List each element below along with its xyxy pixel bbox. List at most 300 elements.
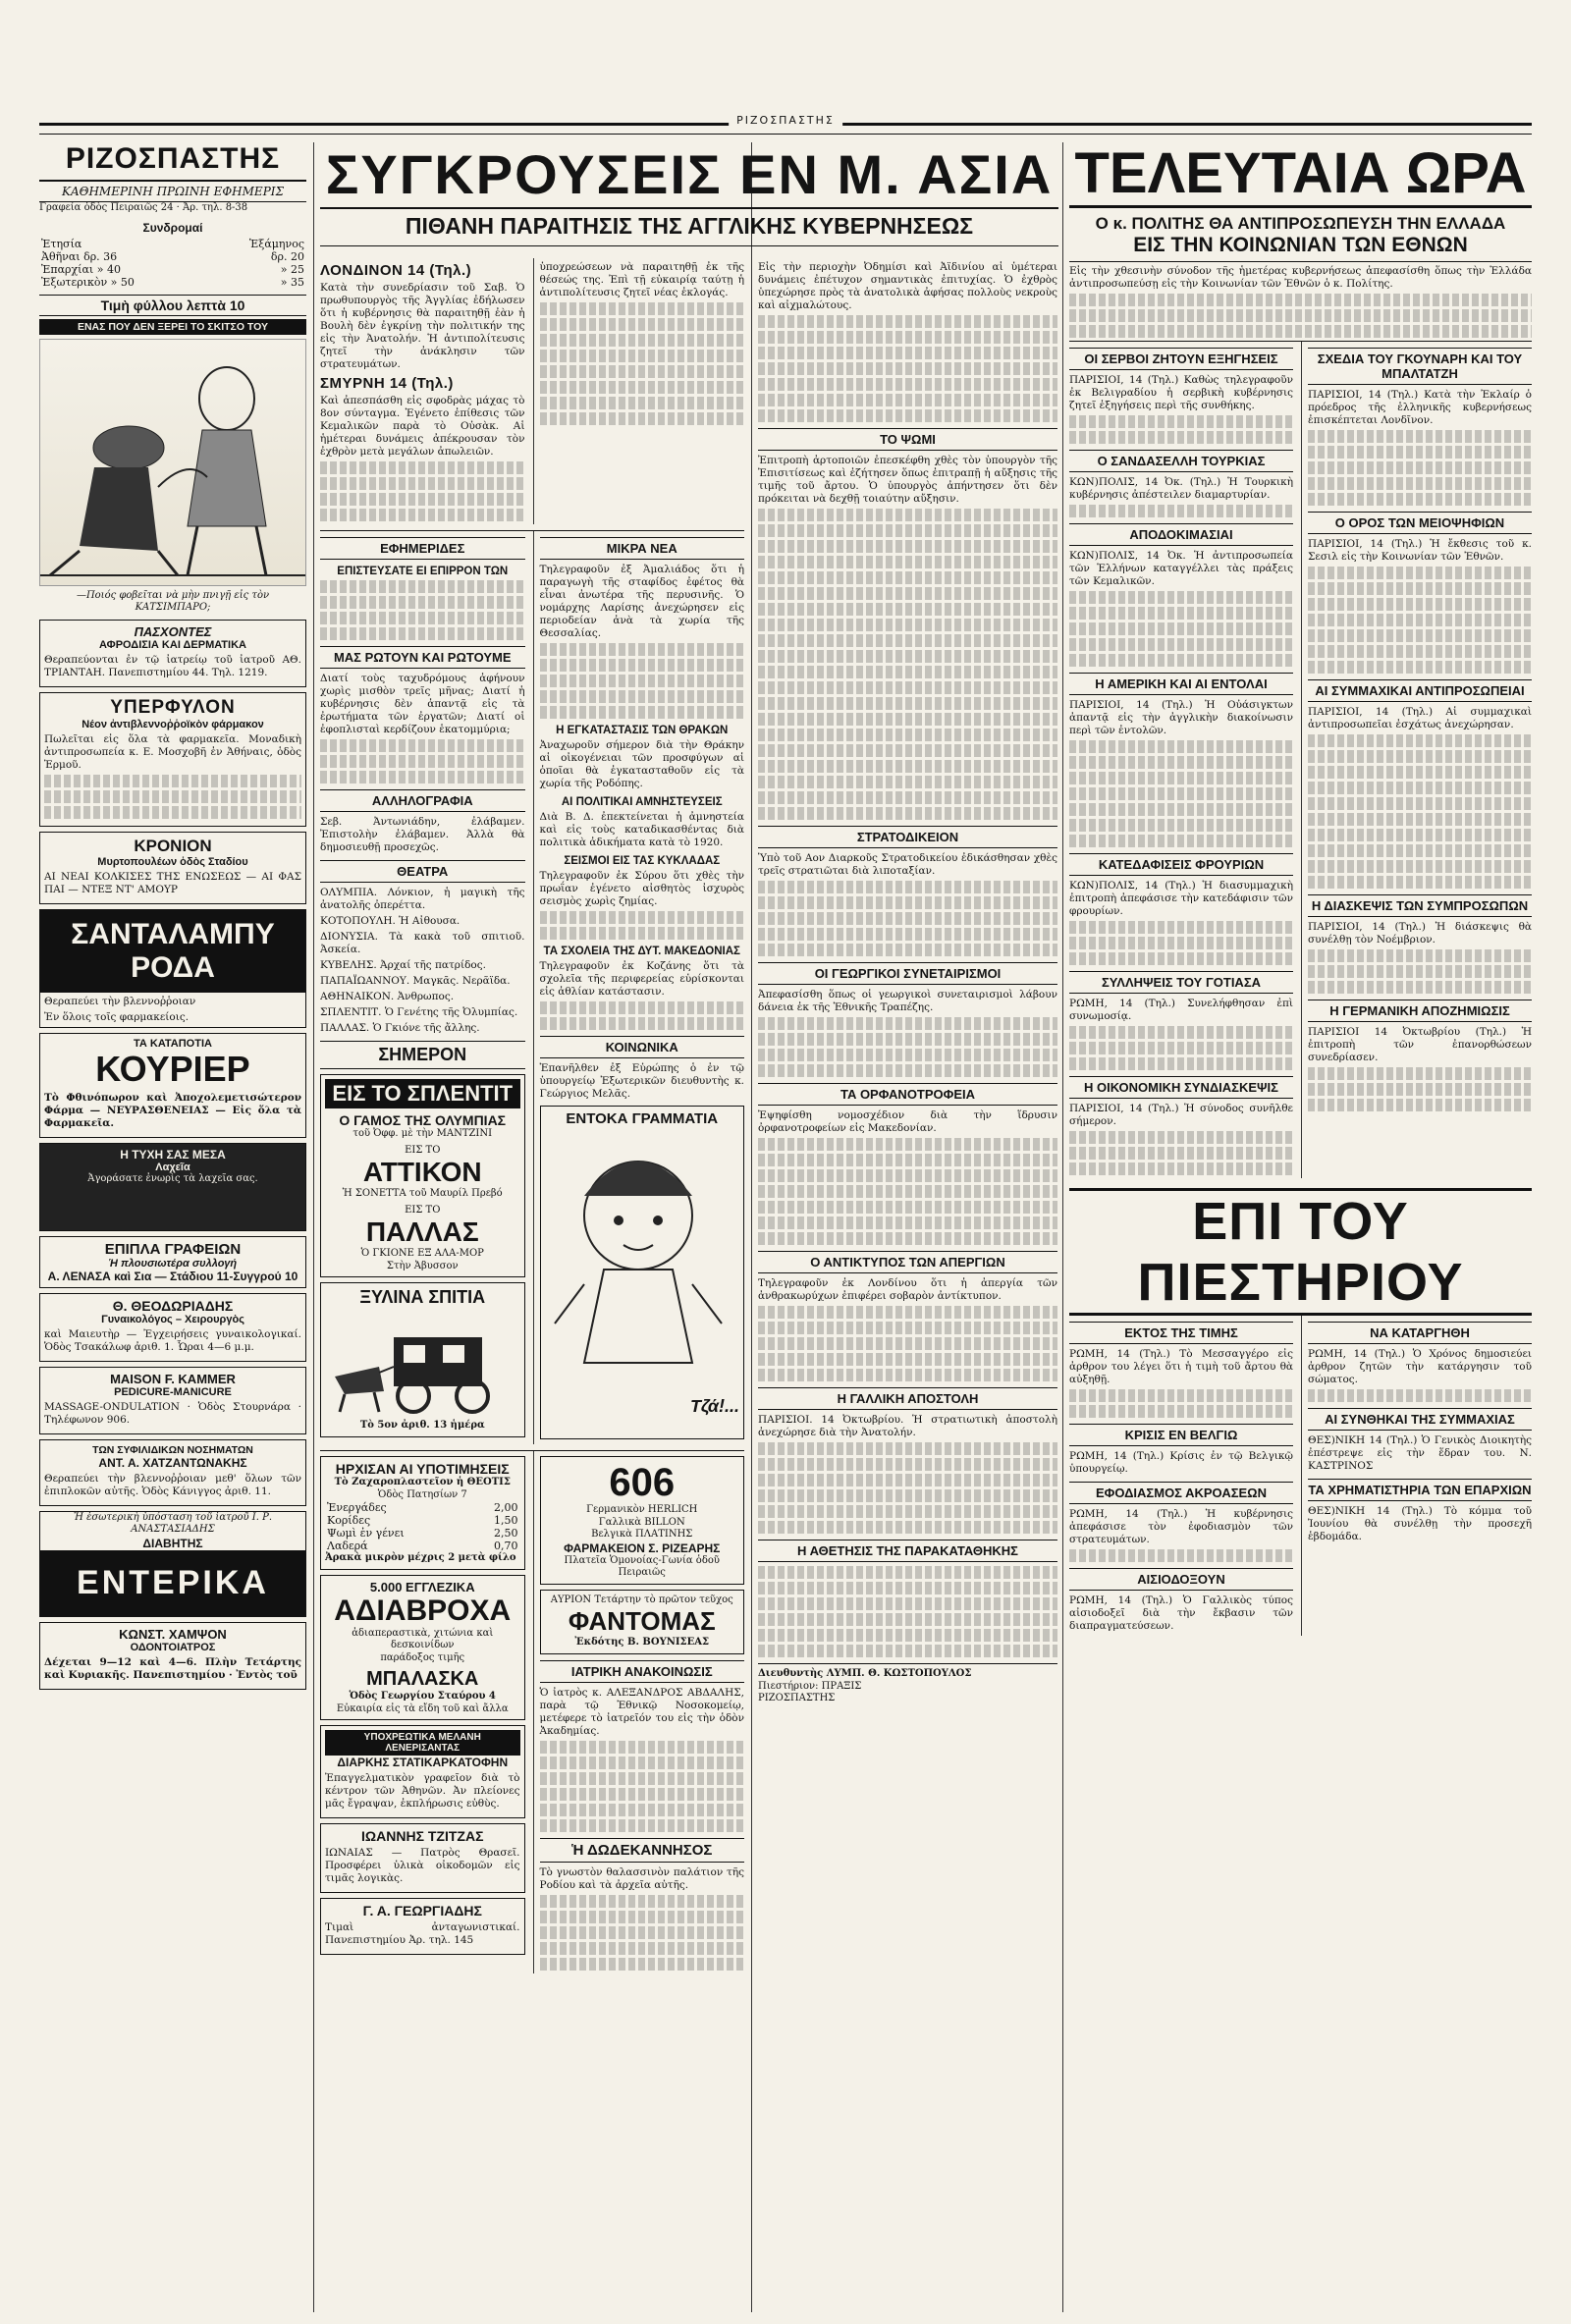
ad-office-furniture <box>39 1236 306 1288</box>
text-filler <box>1069 1389 1293 1402</box>
text-filler <box>1069 1131 1293 1144</box>
ad-title: Η ΤΥΧΗ ΣΑΣ ΜΕΣΑ <box>120 1147 226 1162</box>
ad-body: Ἐπαγγελματικὸν γραφεῖον διὰ τὸ κέντρον τῶν Ἀθηνῶν. Ἀν πλείονες μᾶς ἔγραψαν, ἐκπλήρωσις εὐθὺς. <box>325 1772 520 1810</box>
text-filler <box>758 1458 1057 1471</box>
text-filler <box>758 1169 1057 1182</box>
text-filler <box>1069 638 1293 651</box>
text-filler <box>758 1353 1057 1366</box>
ad-note: Ἀρακὰ μικρὸν μέχρις 2 μετὰ φίλο <box>325 1552 516 1563</box>
ad-title: Θ. ΘΕΟΔΩΡΙΑΔΗΣ <box>112 1297 234 1314</box>
text-filler <box>758 1369 1057 1381</box>
ad-subtitle: Τὸ Ζαχαροπλαστεῖον ἡ ΘΕΟΤΙΣ <box>334 1477 511 1487</box>
text-filler <box>758 650 1057 663</box>
ad-title: ΣΑΝΤΑΛΑΜΠΥ ΡΟΔΑ <box>40 910 305 993</box>
ad-title: ΕΝΤΟΚΑ ΓΡΑΜΜΑΤΙΑ <box>566 1110 719 1127</box>
ad-wood-houses <box>320 1282 525 1437</box>
ad-body: Α. ΛΕΝΑΣΑ καὶ Σια — Στάδιου 11-Συγγρού 10 <box>47 1269 298 1283</box>
text-filler <box>1308 1083 1532 1096</box>
ad-caption: Τζά!... <box>689 1396 739 1416</box>
text-filler <box>540 1958 745 1971</box>
text-filler <box>320 493 525 506</box>
text-filler <box>758 540 1057 553</box>
ad-606 <box>540 1456 745 1585</box>
section-text: ΠΑΡΙΣΙΟΙ, 14 (Τηλ.) Αἱ συμμαχικαὶ ἀντιπροσωπεῖαι ἐσχάτως ἀνεχώρησαν. <box>1308 706 1532 730</box>
text-filler <box>540 911 745 924</box>
section-heading: ΟΙ ΓΕΩΡΓΙΚΟΙ ΣΥΝΕΤΑΙΡΙΣΜΟΙ <box>758 962 1057 985</box>
ad-subtitle: PEDICURE-MANICURE <box>114 1385 232 1398</box>
subscriptions-table <box>39 238 306 289</box>
ad-title: ΥΠΕΡΦΥΛΟΝ <box>110 696 236 718</box>
text-filler <box>758 1582 1057 1594</box>
section-text: Ἀπεφασίσθη ὅπως οἱ γεωργικοὶ συνεταιρισμοὶ λάβουν δάνεια ἐκ τῆς Ἐθνικῆς Τραπέζης. <box>758 989 1057 1013</box>
story-text: Εἰς τὴν περιοχὴν Ὀδημίσι καὶ Ἀϊδινίου αἱ ὑμέτεραι δυνάμεις ἐπέτυχον σημαντικὰς ἐπιτυχίας. Ὁ ἐχθρὸς ὑπεχώρησε πρὸς τὰ ἀνατολικὰ ἀφήσας πολλοὺς νεκροὺς καὶ αἰχμαλώτους. <box>758 261 1057 311</box>
text-filler <box>540 1819 745 1832</box>
ad-subtitle: Νέον ἀντιβλεννοῤῥοϊκὸν φάρμακον <box>81 718 264 730</box>
text-filler <box>758 881 1057 893</box>
text-filler <box>758 760 1057 773</box>
column-divider <box>313 142 314 2312</box>
text-filler <box>1069 309 1532 322</box>
telegram-left-column <box>1069 342 1293 1178</box>
carriage-illustration <box>325 1308 512 1416</box>
text-filler <box>758 1033 1057 1046</box>
ad-cinema-film: Ὁ ΓΚΙΟΝΕ ΕΞ ΑΛΑ-ΜΟΡ <box>360 1248 484 1259</box>
ad-body: Ἡ ἐσωτερικὴ ὑπόσταση τοῦ ἰατροῦ Ι. Ρ. ΑΝΑΣΤΑΣΙΑΔΗΣ <box>73 1511 273 1535</box>
text-filler <box>758 556 1057 568</box>
section-heading: ΚΟΙΝΩΝΙΚΑ <box>540 1036 745 1058</box>
section-text: ΡΩΜΗ, 14 (Τηλ.) Ὁ Χρόνος δημοσιεύει ἀρθρον ζητῶν τὴν κατάργησιν τοῦ σώματος. <box>1308 1348 1532 1385</box>
signature-block <box>758 1663 1057 1705</box>
text-filler <box>540 412 745 425</box>
main-subheadline: ΠΙΘΑΝΗ ΠΑΡΑΙΤΗΣΙΣ ΤΗΣ ΑΓΓΛΙΚΗΣ ΚΥΒΕΡΝΗΣΕΩΣ <box>320 209 1058 246</box>
column-1 <box>39 142 306 2312</box>
ad-title: MAISON F. KAMMER <box>110 1371 236 1386</box>
text-filler <box>758 1017 1057 1030</box>
dispatch-dateline: ΛΟΝΔΙΝΟΝ 14 (Τηλ.) <box>320 262 472 279</box>
story-continuation: ὑποχρεώσεων νὰ παραιτηθῇ ἐκ τῆς θέσεώς της. Ἐπὶ τῇ εὐκαιρίᾳ ταύτῃ ἡ ἀντιπολίτευσις ζητεῖ νέας ἐκλογάς. <box>539 261 744 298</box>
text-filler <box>540 1804 745 1816</box>
table-cell: » 25 <box>280 262 304 276</box>
section-heading: ΑΙ ΣΥΜΜΑΧΙΚΑΙ ΑΝΤΙΠΡΟΣΩΠΕΙΑΙ <box>1308 679 1532 702</box>
text-filler <box>320 580 525 593</box>
ad-title: ΜΠΑΛΑΣΚΑ <box>366 1668 479 1690</box>
text-filler <box>758 634 1057 647</box>
table-cell: Ἑξάμηνος <box>249 237 304 250</box>
table-cell: 2,00 <box>494 1501 518 1514</box>
ad-body: Εὐκαιρία εἰς τὰ εἴδη τοῦ καὶ ἄλλα <box>336 1702 509 1714</box>
telegram-row <box>1069 341 1532 1178</box>
text-filler <box>1308 446 1532 459</box>
section-text: Τηλεγραφοῦν ἐκ Σύρου ὅτι χθὲς τὴν πρωΐαν ἐγένετο αἰσθητὸς ἰσχυρὸς σεισμὸς χωρὶς ζημίας. <box>539 870 744 907</box>
table-cell: 2,50 <box>494 1527 518 1540</box>
table-row <box>325 1527 520 1540</box>
office-address: Γραφεία ὁδὸς Πειραιῶς 24 · Ἀρ. τηλ. 8-38 <box>39 202 248 213</box>
top-rule-label: ΡΙΖΟΣΠΑΣΤΗΣ <box>729 114 842 127</box>
ad-cinema-name: ΠΑΛΛΑΣ <box>365 1216 479 1247</box>
printer-name: Πιεστήριον: ΠΡΑΞΙΣ <box>758 1680 862 1692</box>
ad-title: ΕΠΙΠΛΑ ΓΡΑΦΕΙΩΝ <box>104 1240 242 1258</box>
section-text: Ὑπὸ τοῦ Αον Διαρκοῦς Στρατοδικείου ἐδικάσθησαν χθὲς τρεῖς στρατιῶται διὰ λιποταξίαν. <box>758 852 1057 877</box>
ad-subtitle: Ὁδὸς Πατησίων 7 <box>377 1488 467 1500</box>
ad-cinema-film: Ο ΓΑΜΟΣ ΤΗΣ ΟΛΥΜΠΙΑΣ <box>339 1112 507 1128</box>
text-filler <box>320 509 525 521</box>
ad-santalampy <box>39 909 306 1028</box>
ad-subtitle: Γυναικολόγος – Χειρουργὸς <box>101 1313 244 1325</box>
dispatch-text: Καὶ ἀπεσπάσθη εἰς σφοδρὰς μάχας τὸ 8ον σύνταγμα. Ἐγένετο ἐπίθεσις τῶν Κεμαλικῶν παρὰ τὸ Οὐσὰκ. Αἱ ἡμέτεραι δυνάμεις ἀπέκρουσαν τὸν ἐχθρὸν μετὰ μεγάλων ἀπωλειῶν. <box>320 395 525 458</box>
ad-body: Θεραπεύει τὴν βλεννοῤῥοιαν μεθ' ὅλων τῶν ἐπιπλοκῶν αὐτῆς. Ὁδὸς Κάνιγγος ἀριθ. 11. <box>44 1472 301 1497</box>
text-filler <box>758 713 1057 726</box>
latest-hour-subtitle-1: Ο κ. ΠΟΛΙΤΗΣ ΘΑ ΑΝΤΙΠΡΟΣΩΠΕΥΣΗ ΤΗΝ ΕΛΛΑΔΑ <box>1095 214 1506 233</box>
text-filler <box>758 603 1057 616</box>
table-row <box>325 1501 520 1514</box>
ad-body: ΑΙ ΝΕΑΙ ΚΟΛΚΙΣΕΣ ΤΗΣ ΕΝΩΣΕΩΣ — ΑΙ ΦΑΣ ΠΑΙ — ΝΤΕΞ ΝΤ' ΑΜΟΥΡ <box>44 870 301 895</box>
section-heading: ΘΕΑΤΡΑ <box>320 860 525 883</box>
text-filler <box>758 1566 1057 1579</box>
press-row <box>1069 1316 1532 1636</box>
text-filler <box>1069 431 1293 444</box>
ad-yperfylon <box>39 692 306 827</box>
text-filler <box>1069 294 1532 306</box>
table-row <box>39 263 306 276</box>
section-heading: ΤΟ ΨΩΜΙ <box>758 428 1057 451</box>
text-filler <box>758 1613 1057 1626</box>
text-filler <box>758 928 1057 941</box>
text-filler <box>758 1049 1057 1061</box>
press-right-column <box>1301 1316 1532 1636</box>
text-filler <box>540 659 745 672</box>
text-filler <box>540 927 745 940</box>
ad-subtitle: Θεραπεύει τὴν βλεννοῤῥοιαν <box>44 995 196 1007</box>
ad-cinemas <box>320 1074 525 1277</box>
ad-kourier <box>39 1033 306 1138</box>
top-rule <box>39 114 1532 135</box>
section-text: ΠΑΡΙΣΙΟΙ. 14 Ὀκτωβρίου. Ἡ στρατιωτικὴ ἀποστολὴ ἀνεχώρησε διὰ τὴν Ἀνατολήν. <box>758 1414 1057 1438</box>
text-filler <box>1069 622 1293 635</box>
ad-body: Ὁδὸς Γεωργίου Σταύρου 4 <box>349 1691 496 1702</box>
ad-champson <box>39 1622 306 1690</box>
ad-body: καὶ Μαιευτὴρ — Ἐγχειρήσεις γυναικολογικαί. Ὁδὸς Τσακάλωφ ἀριθ. 1. Ὧραι 4—6 μ.μ. <box>44 1327 301 1353</box>
ad-georgiadis <box>320 1898 525 1955</box>
section-text: ΡΩΜΗ, 14 (Τηλ.) Συνελήφθησαν ἐπὶ συνωμοσίᾳ. <box>1069 998 1293 1022</box>
ad-body: Ἐν ὅλοις τοῖς φαρμακείοις. <box>44 1010 190 1023</box>
text-filler <box>540 365 745 378</box>
section-heading: ΚΡΙΣΙΣ ΕΝ ΒΕΛΓΙΩ <box>1069 1424 1293 1446</box>
text-filler <box>1069 607 1293 620</box>
text-filler <box>758 619 1057 631</box>
ad-title: ΚΩΝΣΤ. ΧΑΜΨΟΝ <box>119 1626 227 1642</box>
ad-subtitle: 5.000 ΕΓΓΛΕΖΙΚΑ <box>369 1579 475 1594</box>
text-filler <box>758 1597 1057 1610</box>
ad-title: ΑΝΤ. Α. ΧΑΤΖΑΝΤΩΝΑΚΗΣ <box>98 1455 247 1470</box>
text-filler <box>1069 952 1293 965</box>
section-text: ΚΩΝ)ΠΟΛΙΣ, 14 (Τηλ.) Ἡ διασυμμαχικὴ ἐπιτροπὴ ἀπεφάσισε τὴν κατεδάφισιν τῶν φρουρίων. <box>1069 880 1293 917</box>
ad-ink <box>320 1725 525 1818</box>
text-filler <box>1069 756 1293 769</box>
theatre-line: ΣΠΛΕΝΤΙΤ. Ὁ Γενέτης τῆς Ὀλυμπίας. <box>320 1006 518 1018</box>
section-heading: ΕΦΟΔΙΑΣΜΟΣ ΑΚΡΟΑΣΕΩΝ <box>1069 1482 1293 1504</box>
text-filler <box>540 690 745 703</box>
text-filler <box>540 1788 745 1801</box>
press-left-column <box>1069 1316 1293 1636</box>
text-filler <box>758 509 1057 521</box>
section-subheading: ΕΠΙΣΤΕΥΣΑΤΕ ΕΙ ΕΠΙΡΡΟΝ ΤΩΝ <box>337 566 509 577</box>
section-text: Τηλεγραφοῦν ἐκ Κοζάνης ὅτι τὰ σχολεῖα τῆς περιφερείας εὑρίσκονται εἰς ἀθλίαν κατάστασιν. <box>539 960 744 998</box>
text-filler <box>540 397 745 409</box>
front-story-right <box>533 258 745 524</box>
section-heading: ΑΙ ΣΥΝΘΗΚΑΙ ΤΗΣ ΣΥΜΜΑΧΙΑΣ <box>1308 1408 1532 1431</box>
text-filler <box>758 362 1057 375</box>
text-filler <box>1308 477 1532 490</box>
theatre-line: ΔΙΟΝΥΣΙΑ. Τὰ κακὰ τοῦ σπιτιοῦ. Ἀσκεία. <box>320 931 525 955</box>
text-filler <box>540 318 745 331</box>
table-cell: Ἀθῆναι δρ. 36 <box>41 249 118 263</box>
text-filler <box>758 1322 1057 1334</box>
column-4 <box>1069 142 1532 2312</box>
ad-title: ΕΝΤΕΡΙΚΑ <box>40 1550 305 1616</box>
subscriptions-title: Συνδρομαί <box>142 220 203 235</box>
column-divider <box>1062 142 1063 2312</box>
text-filler <box>758 571 1057 584</box>
latest-hour-lead: Εἰς τὴν χθεσινὴν σύνοδον τῆς ἡμετέρας κυβερνήσεως ἀπεφασίσθη ὅπως τὴν Ἑλλάδα ἀντιπροσωπεύσῃ εἰς τὴν Κοινωνίαν τῶν Ἐθνῶν ὁ κ. Πολίτης. <box>1069 265 1532 290</box>
text-filler <box>1308 629 1532 642</box>
section-subheading: ΣΕΙΣΜΟΙ ΕΙΣ ΤΑΣ ΚΥΚΛΑΔΑΣ <box>564 855 721 867</box>
text-filler <box>1069 937 1293 949</box>
table-cell: 0,70 <box>494 1540 518 1552</box>
ad-cinema-title: ΕΙΣ ΤΟ ΣΠΛΕΝΤΙΤ <box>325 1079 520 1108</box>
theatre-line: ΠΑΠΑΪΩΑΝΝΟΥ. Μαγκᾶς. Νερᾶϊδα. <box>320 975 511 987</box>
text-filler <box>758 1185 1057 1198</box>
ad-subtitle: Λαχεῖα <box>155 1161 190 1173</box>
ad-body: Πλατεῖα Ὁμονοίας-Γωνία ὁδοῦ Πειραιῶς <box>564 1554 720 1578</box>
table-cell: Ἐπαρχίαι » 40 <box>41 262 121 276</box>
ad-title: ΙΩΑΝΝΗΣ ΤΖΙΤΖΑΣ <box>361 1828 484 1844</box>
ad-subtitle: Ἐκδότης Β. ΒΟΥΝΙΣΕΑΣ <box>574 1637 710 1648</box>
section-heading: ΜΑΣ ΡΩΤΟΥΝ ΚΑΙ ΡΩΤΟΥΜΕ <box>320 646 525 669</box>
section-text: ΠΑΡΙΣΙΟΙ, 14 (Τηλ.) Ἡ διάσκεψις θὰ συνέλθῃ τὸν Νοέμβριον. <box>1308 921 1532 946</box>
section-heading: Η ΓΑΛΛΙΚΗ ΑΠΟΣΤΟΛΗ <box>758 1387 1057 1410</box>
text-filler <box>1069 1026 1293 1039</box>
text-filler <box>1308 1099 1532 1111</box>
section-heading: Η ΓΕΡΜΑΝΙΚΗ ΑΠΟΖΗΜΙΩΣΙΣ <box>1308 1000 1532 1022</box>
text-filler <box>1069 803 1293 816</box>
text-filler <box>1308 598 1532 611</box>
ad-title: Γ. Α. ΓΕΩΡΓΙΑΔΗΣ <box>362 1903 482 1919</box>
text-filler <box>540 1001 745 1014</box>
section-heading: Η ΑΘΕΤΗΣΙΣ ΤΗΣ ΠΑΡΑΚΑΤΑΘΗΚΗΣ <box>758 1540 1057 1562</box>
text-filler <box>758 1138 1057 1151</box>
ad-subtitle: ΔΙΑΡΚΗΣ ΣΤΑΤΙΚΑΡΚΑΤΟΦΗΝ <box>337 1756 509 1769</box>
text-filler <box>1069 819 1293 832</box>
issue-price: Τιμὴ φύλλου λεπτὰ 10 <box>39 295 306 316</box>
table-cell: Ἐξωτερικὸν » 50 <box>41 275 135 289</box>
ad-tzitzas <box>320 1823 525 1893</box>
text-filler <box>320 771 525 784</box>
column-2 <box>320 258 744 2310</box>
ad-chatzantonakis <box>39 1439 306 1506</box>
today-heading: ΣΗΜΕΡΟΝ <box>320 1041 525 1069</box>
ad-title: ΠΑΣΧΟΝΤΕΣ <box>134 623 212 639</box>
ad-cinema-note: ΕΙΣ ΤΟ <box>405 1204 441 1216</box>
ad-title: ΑΔΙΑΒΡΟΧΑ <box>334 1594 512 1627</box>
text-filler <box>1308 750 1532 763</box>
ad-raincoats <box>320 1575 525 1721</box>
ad-subtitle: ΟΔΟΝΤΟΙΑΤΡΟΣ <box>130 1641 216 1653</box>
text-filler <box>758 1232 1057 1245</box>
section-heading: ΑΙΣΙΟΔΟΞΟΥΝ <box>1069 1568 1293 1591</box>
section-heading: ΑΠΟΔΟΚΙΜΑΣΙΑΙ <box>1069 523 1293 546</box>
text-filler <box>1069 654 1293 667</box>
section-text: Ἐψηφίσθη νομοσχέδιον διὰ τὴν ἵδρυσιν ὀρφανοτροφείων εἰς Μακεδονίαν. <box>758 1109 1057 1134</box>
text-filler <box>1308 766 1532 779</box>
price-table <box>325 1501 520 1552</box>
text-filler <box>540 1911 745 1923</box>
section-heading: ΜΙΚΡΑ ΝΕΑ <box>540 537 745 560</box>
text-filler <box>540 706 745 719</box>
text-filler <box>758 1216 1057 1229</box>
text-filler <box>1069 505 1293 517</box>
column-divider <box>751 142 752 2312</box>
section-heading: ΤΑ ΧΡΗΜΑΤΙΣΤΗΡΙΑ ΤΩΝ ΕΠΑΡΧΙΩΝ <box>1308 1479 1532 1501</box>
section-subheading: ΤΑ ΣΧΟΛΕΙΑ ΤΗΣ ΔΥΤ. ΜΑΚΕΔΟΝΙΑΣ <box>543 946 740 957</box>
ad-body: Γαλλικὰ BILLON <box>598 1516 685 1528</box>
ad-title: ΦΑΝΤΟΜΑΣ <box>568 1606 716 1636</box>
ad-body: Ἀγοράσατε ἐνωρὶς τὰ λαχεῖα σας. <box>87 1172 258 1184</box>
text-filler <box>1069 591 1293 604</box>
text-filler <box>1308 582 1532 595</box>
text-filler <box>758 378 1057 391</box>
ad-pasxontes <box>39 620 306 687</box>
text-filler <box>758 666 1057 678</box>
ad-cinema-film: Ἡ ΣΟΝΕΤΤΑ τοῦ Μαυρίλ Πρεβό <box>342 1188 503 1199</box>
text-filler <box>320 755 525 768</box>
section-heading: Η ΑΜΕΡΙΚΗ ΚΑΙ ΑΙ ΕΝΤΟΛΑΙ <box>1069 673 1293 695</box>
section-heading: ΙΑΤΡΙΚΗ ΑΝΑΚΟΙΝΩΣΙΣ <box>540 1660 745 1683</box>
table-cell: » 35 <box>280 275 304 289</box>
text-filler <box>540 381 745 394</box>
ad-body: ΙΩΝΑΙΑΣ — Πατρὸς Θρασεῖ. Προσφέρει ὑλικὰ οἰκοδομῶν εἰς τιμᾶς λογικὰς. <box>325 1847 520 1884</box>
press-section-title: ΕΠΙ ΤΟΥ ΠΙΕΣΤΗΡΙΟΥ <box>1069 1188 1532 1316</box>
text-filler <box>540 302 745 315</box>
text-filler <box>758 807 1057 820</box>
section-text: Ὁ ἰατρὸς κ. ΑΛΕΞΑΝΔΡΟΣ ΑΒΔΑΛΗΣ, παρὰ τῷ Ἐθνικῷ Νοσοκομείῳ, μετέφερε τὸ ἰατρεῖόν του εἰς τὴν ὁδὸν Ἀκαδημίας. <box>539 1686 744 1737</box>
table-row <box>39 276 306 289</box>
ad-title: ΚΟΥΡΙΕΡ <box>95 1048 250 1089</box>
text-filler <box>540 1017 745 1030</box>
section-heading: ΑΛΛΗΛΟΓΡΑΦΙΑ <box>320 789 525 812</box>
section-text: Ἐπιτροπὴ ἀρτοποιῶν ἐπεσκέφθη χθὲς τὸν ὑπουργὸν τῆς Ἐπισιτίσεως καὶ ἐζήτησεν ὅπως ἐπιτραπῇ ἡ αὔξησις τῆς τιμῆς τοῦ ἄρτου. Ὁ ὑπουργὸς ἀπήντησεν ὅτι δὲν πρόκειται νὰ δεχθῇ τοιαύτην αὔξησιν. <box>758 455 1057 505</box>
text-filler <box>320 612 525 624</box>
table-cell: Ἐνεργάδες <box>327 1501 387 1514</box>
text-filler <box>1069 1147 1293 1160</box>
table-cell: Κορίδες <box>327 1514 371 1527</box>
theatre-line: ΟΛΥΜΠΙΑ. Λόνκιον, ἡ μαγικὴ τῆς ἀνατολῆς ὀπερέττα. <box>320 887 525 911</box>
mid-row <box>320 530 744 1444</box>
masthead: ΡΙΖΟΣΠΑΣΤΗΣ <box>39 142 306 182</box>
section-text: Τὸ γνωστὸν θαλασσινὸν παλάτιον τῆς Ροδίου καὶ τὰ ἀρχεῖα αὐτῆς. <box>539 1865 744 1891</box>
text-filler <box>1069 1042 1293 1054</box>
lower-row <box>320 1450 744 1973</box>
text-filler <box>1308 1389 1532 1402</box>
text-filler <box>1069 1162 1293 1175</box>
section-heading: ΕΦΗΜΕΡΙΔΕΣ <box>320 537 525 560</box>
section-heading: ΣΤΡΑΤΟΔΙΚΕΙΟΝ <box>758 826 1057 848</box>
text-filler <box>540 334 745 347</box>
text-filler <box>1308 567 1532 579</box>
theatre-line: ΑΘΗΝΑΙΚΟΝ. Ἀνθρωπος. <box>320 991 455 1002</box>
section-text: ΠΑΡΙΣΙΟΙ 14 Ὀκτωβρίου (Τηλ.) Ἡ ἐπιτροπὴ τῶν ἐπανορθώσεων συνεδρίασεν. <box>1308 1026 1532 1063</box>
ad-enterika <box>39 1511 306 1617</box>
text-filler <box>1308 813 1532 826</box>
ad-body: Θεραπεύονται ἐν τῷ ἰατρείῳ τοῦ ἰατροῦ ΑΘ. ΤΡΙΑΝΤΑΗ. Πανεπιστημίου 44. Τηλ. 1219. <box>44 653 301 678</box>
dispatch-dateline: ΣΜΥΡΝΗ 14 (Τηλ.) <box>320 375 454 392</box>
ad-body: ΑΥΡΙΟΝ Τετάρτην τὸ πρῶτον τεῦχος <box>550 1594 733 1605</box>
latest-hour-title: ΤΕΛΕΥΤΑΙΑ ΩΡΑ <box>1069 142 1532 208</box>
text-filler <box>758 681 1057 694</box>
table-cell: Λαδερά <box>327 1540 368 1552</box>
ad-kronion <box>39 832 306 904</box>
text-filler <box>758 697 1057 710</box>
ad-subtitle: Μυρτοπουλέων ὁδὸς Σταδίου <box>97 855 248 868</box>
table-row <box>39 250 306 263</box>
section-text: Διατί τοὺς ταχυδρόμους ἀφήνουν χωρὶς μισθὸν τρεῖς μῆνας; Διατί ἡ κυβέρνησις δὲν ἀπαντᾷ εἰς τὰ ἐρωτήματα τῶν ἐργατῶν; Διατί οἱ ἐφοπλισταὶ κερδίζουν ἑκατομμύρια; <box>320 673 525 735</box>
ad-cinema-film: Στὴν Ἀβυσσον <box>386 1260 459 1271</box>
table-row <box>325 1540 520 1552</box>
text-filler <box>758 912 1057 925</box>
section-text: ΘΕΣ)ΝΙΚΗ 14 (Τηλ.) Τὸ κόμμα τοῦ Ἰουνίου θὰ συνέλθῃ τὴν προσεχῆ ἑβδομάδα. <box>1308 1505 1532 1542</box>
ad-subtitle: ΤΑ ΚΑΤΑΠΟΤΙΑ <box>134 1037 212 1050</box>
mid-left-column <box>320 531 525 1444</box>
text-filler <box>758 1521 1057 1534</box>
text-filler <box>758 1489 1057 1502</box>
ad-cinema-note: ΕΙΣ ΤΟ <box>405 1144 441 1156</box>
theatre-line: ΚΟΤΟΠΟΥΛΗ. Ἡ Αἰθουσα. <box>320 915 460 927</box>
ad-body: Τὸ Φθινόπωρον καὶ Ἀποχολεμετισώτερον Φάρμα — ΝΕΥΡΑΣΘΕΝΕΙΑΣ — Εἰς ὅλα τὰ Φαρμακεῖα. <box>44 1091 301 1129</box>
text-filler <box>1069 835 1293 847</box>
text-filler <box>1308 797 1532 810</box>
text-filler <box>1069 740 1293 753</box>
editor-name: Διευθυντὴς ΛΥΜΠ. Θ. ΚΩΣΤΟΠΟΥΛΟΣ <box>758 1668 972 1679</box>
paper-name: ΡΙΖΟΣΠΑΣΤΗΣ <box>758 1693 836 1703</box>
ad-body: ἀδιαπεραστικὰ, χιτώνια καὶ δεσκοινίδων <box>352 1627 494 1650</box>
text-filler <box>1069 921 1293 934</box>
text-filler <box>44 790 301 803</box>
section-text: ΠΑΡΙΣΙΟΙ, 14 (Τηλ.) Ἡ σύνοδος συνῆλθε σήμερον. <box>1069 1103 1293 1127</box>
ad-lottery <box>39 1143 306 1231</box>
text-filler <box>758 1442 1057 1455</box>
text-filler <box>320 596 525 609</box>
section-heading: ΤΑ ΟΡΦΑΝΟΤΡΟΦΕΙΑ <box>758 1083 1057 1106</box>
text-filler <box>1069 1405 1293 1418</box>
text-filler <box>320 461 525 474</box>
section-subheading: ΑΙ ΠΟΛΙΤΙΚΑΙ ΑΜΝΗΣΤΕΥΣΕΙΣ <box>561 796 723 808</box>
ad-title: ΥΠΟΧΡΕΩΤΙΚΑ ΜΕΛΑΝΗ ΛΕΝΕΡΙΣΑΝΤΑΣ <box>325 1730 520 1756</box>
text-filler <box>1308 661 1532 674</box>
text-filler <box>1069 772 1293 784</box>
cartoon-title: ΕΝΑΣ ΠΟΥ ΔΕΝ ΞΕΡΕΙ ΤΟ ΣΚΙΤΣΟ ΤΟΥ <box>39 319 306 335</box>
text-filler <box>1308 734 1532 747</box>
text-filler <box>758 896 1057 909</box>
section-text: ΠΑΡΙΣΙΟΙ, 14 (Τηλ.) Κατὰ τὴν Ἐκλαίρ ὁ πρόεδρος τῆς ἑλληνικῆς κυβερνήσεως ἐπισκέπτεται Λονδῖνον. <box>1308 389 1532 426</box>
latest-hour-subtitle-2: ΕΙΣ ΤΗΝ ΚΟΙΝΩΝΙΑΝ ΤΩΝ ΕΘΝΩΝ <box>1069 234 1532 262</box>
text-filler <box>758 729 1057 741</box>
ad-subtitle: Ἡ πλουσιωτέρα συλλογή <box>108 1257 238 1270</box>
ad-body: Τιμαὶ ἀνταγωνιστικαί. Πανεπιστημίου Ἀρ. τηλ. 145 <box>325 1921 520 1946</box>
text-filler <box>1308 493 1532 506</box>
ad-kammer <box>39 1367 306 1434</box>
section-text: ΡΩΜΗ, 14 (Τηλ.) Κρίσις ἐν τῷ Βελγικῷ ὑπουργείῳ. <box>1069 1450 1293 1475</box>
text-filler <box>758 1474 1057 1486</box>
ad-pastry-shop <box>320 1456 525 1570</box>
